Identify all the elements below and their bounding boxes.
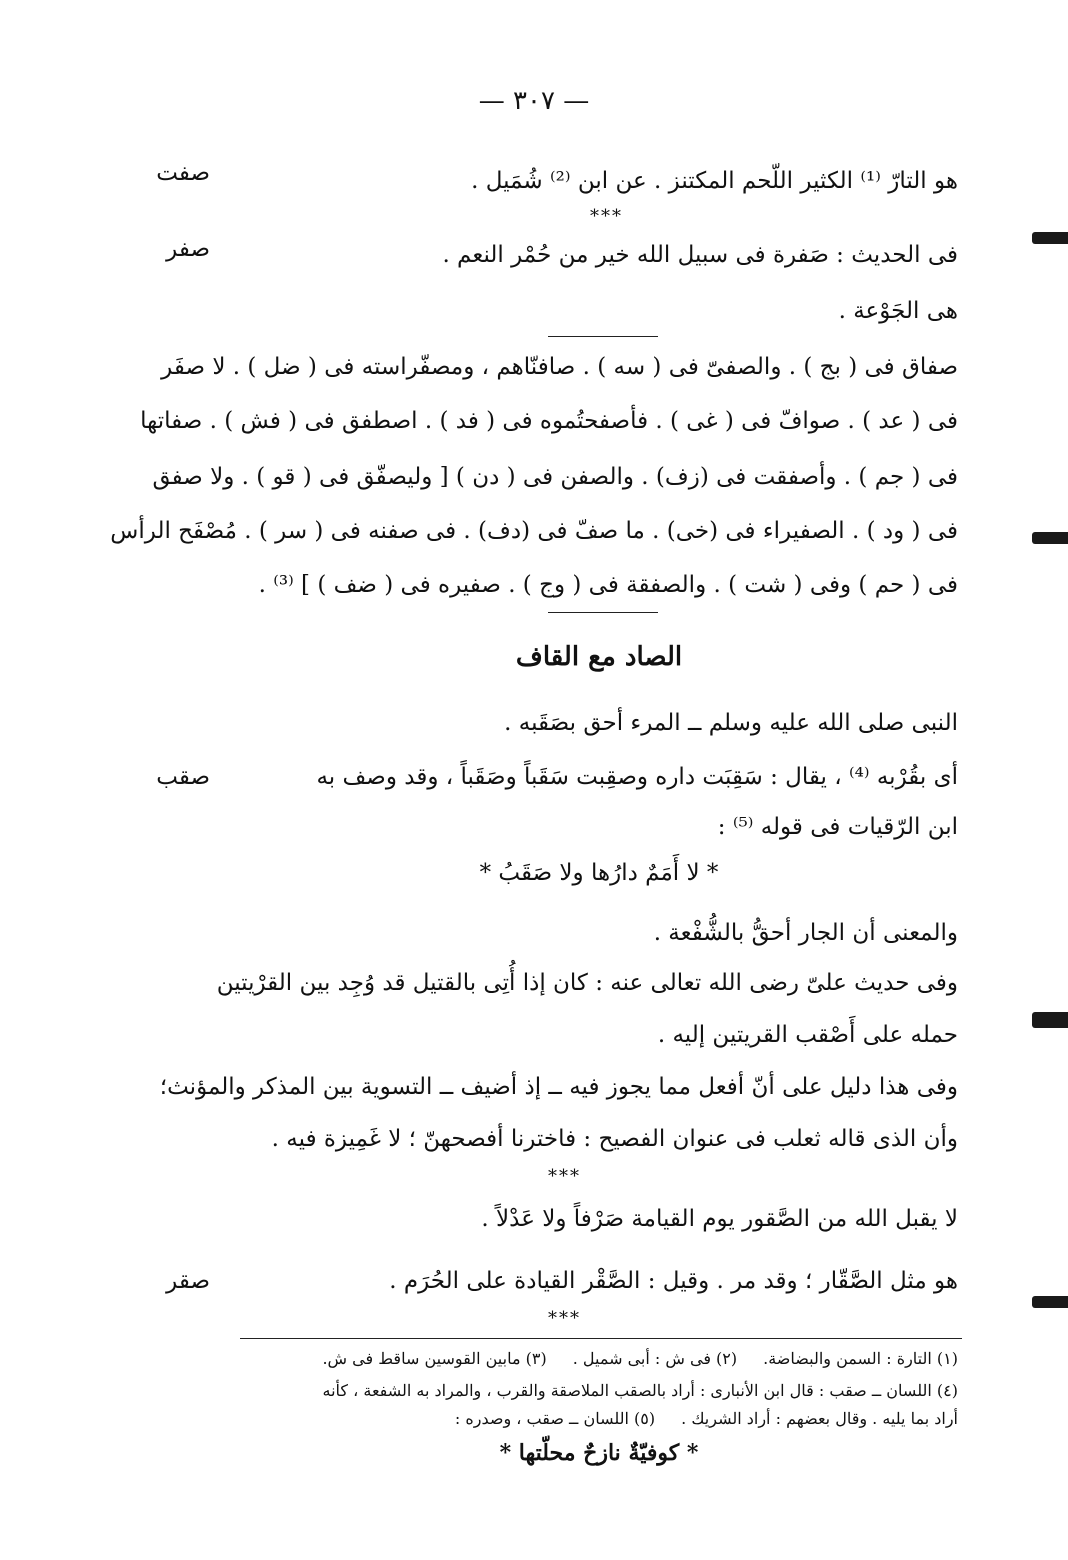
entry-text: ابن الرّقيات فى قوله ⁽⁵⁾ :	[717, 814, 958, 840]
verse: * لا أَمَمٌ دارُها ولا صَقَبُ *	[479, 860, 719, 886]
section-heading: الصاد مع القاف	[515, 642, 683, 672]
scan-edge-mark	[1032, 1296, 1068, 1308]
footnote: (٥) اللسان ــ صقب ، وصدره :	[454, 1409, 656, 1428]
reference-line: صفاق فى ( بج ) . والصفىّ فى ( سه ) . صافنّاهم ، ومصفّراسته فى ( ضل ) . لا صفَر	[161, 354, 958, 380]
footnote: (٤) اللسان ــ صقب : قال ابن الأنبارى : أراد بالصقب الملاصقة والقرب ، والمراد به الشفعة ، كأنه	[322, 1381, 958, 1400]
entry-text: هو مثل الصَّقّار ؛ وقد مر . وقيل : الصَّقْر القيادة على الحُرَم .	[389, 1268, 958, 1294]
footnote: (٣) مابين القوسين ساقط فى ش.	[322, 1349, 547, 1368]
entry-text: أى بقُرْبه ⁽⁴⁾ ، يقال : سَقِبَت داره وصقِبت سَقَباً وصَقَباً ، وقد وصف به	[316, 764, 958, 790]
footnote-verse: * كوفيّةٌ نازحٌ محلّتها *	[499, 1440, 699, 1466]
divider	[548, 336, 658, 337]
entry-text: فى الحديث : صَفرة فى سبيل الله خير من حُمْر النعم .	[442, 242, 958, 268]
scan-edge-mark	[1032, 532, 1068, 544]
entry-text: هو التارّ ⁽¹⁾ الكثير اللّحم المكتنز . عن ابن ⁽²⁾ شُمَيل .	[471, 168, 958, 194]
page-number: — ٣٠٧ —	[478, 86, 590, 116]
separator: ***	[548, 1166, 581, 1187]
reference-line: فى ( حم ) وفى ( شت ) . والصفقة فى ( وج ) . صفيره فى ( ضف ) ] ⁽³⁾ .	[258, 572, 958, 598]
margin-root: صفت	[156, 160, 210, 186]
scan-edge-mark	[1032, 232, 1068, 244]
margin-root: صفر	[166, 236, 210, 262]
separator: ***	[548, 1308, 581, 1329]
scan-edge-mark	[1032, 1012, 1068, 1028]
reference-line: فى ( جم ) . وأصفقت فى (زف) . والصفن فى ( دن ) [ وليصفّق فى ( قو ) . ولا صفق	[152, 464, 958, 490]
entry-text: والمعنى أن الجار أحقُّ بالشُّفْعة .	[653, 920, 958, 946]
margin-root: صقر	[166, 1268, 210, 1294]
entry-text: هى الجَوْعة .	[838, 298, 958, 324]
footnote: (٢) فى ش : أبى شميل .	[572, 1349, 738, 1368]
entry-text: النبى صلى الله عليه وسلم ــ المرء أحق بصَقَبه .	[504, 710, 958, 736]
separator: ***	[590, 206, 623, 227]
entry-text: وأن الذى قاله ثعلب فى عنوان الفصيح : فاخترنا أفصحهنّ ؛ لا غَمِيزة فيه .	[271, 1126, 958, 1152]
footnote-rule	[240, 1338, 962, 1339]
reference-line: فى ( عد ) . صوافّ فى ( غى ) . فأصفحتُموه فى ( فد ) . اصطفق فى ( فش ) . صفاتها	[140, 408, 958, 434]
entry-text: لا يقبل الله من الصَّقور يوم القيامة صَرْفاً ولا عَدْلاً .	[481, 1206, 958, 1232]
margin-root: صقب	[156, 764, 210, 790]
entry-text: حمله على أَصْقب القريتين إليه .	[657, 1022, 958, 1048]
footnote: (١) التارة : السمن والبضاضة.	[763, 1349, 958, 1368]
footnote-row	[236, 1348, 958, 1370]
reference-line: فى ( ود ) . الصفيراء فى (خى) . ما صفّ فى (دف) . فى صفنه فى ( سر ) . مُصْفَح الرأس	[110, 518, 958, 544]
footnote-row	[236, 1408, 958, 1430]
entry-text: وفى حديث علىّ رضى الله تعالى عنه : كان إذا أُتِى بالقتيل قد وُجِد بين القرْيتين	[216, 970, 958, 996]
divider	[548, 612, 658, 613]
footnote: أراد بما يليه . وقال بعضهم : أراد الشريك .	[681, 1409, 958, 1428]
entry-text: وفى هذا دليل على أنّ أفعل مما يجوز فيه ــ إذ أضيف ــ التسوية بين المذكر والمؤنث؛	[159, 1074, 958, 1100]
